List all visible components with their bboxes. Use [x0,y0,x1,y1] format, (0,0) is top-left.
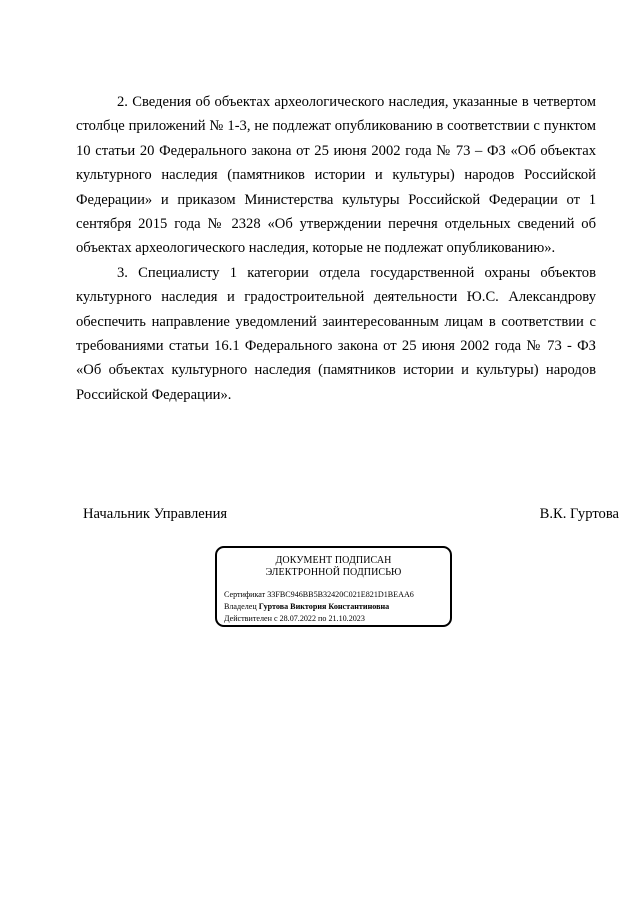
valid-from-label: с [273,614,278,623]
valid-to-date: 21.10.2023 [328,614,365,623]
stamp-title-line-2: ЭЛЕКТРОННОЙ ПОДПИСЬЮ [265,567,402,578]
paragraph-3: 3. Специалисту 1 категории отдела государственной охраны объектов культурного наследия и градостроительной деятельности Ю.С. Александрову обеспечить направление уведомлений заинтересованным лицам в соответствии с требованиями статьи 16.1 Федерального закона от 25 июня 2002 года № 73 - ФЗ «Об объектах культурного наследия (памятников истории и культуры) народов Российской Федерации». [76,264,596,403]
certificate-value: 33FBC946BB5B32420C021E821D1BEAA6 [267,590,414,599]
owner-value: Гуртова Виктория Константиновна [258,602,390,611]
stamp-title-line-1: ДОКУМЕНТ ПОДПИСАН [275,555,392,566]
signer-name: В.К. Гуртова [539,506,619,522]
valid-to-label: по [318,614,327,623]
stamp-validity-line [224,614,365,624]
signer-position: Начальник Управления [83,506,228,522]
document-body [76,90,596,407]
stamp-title [217,555,450,579]
electronic-signature-stamp [215,546,452,627]
paragraph-2: 2. Сведения об объектах археологического наследия, указанные в четвертом столбце приложений № 1-3, не подлежат опубликованию в соответствии с пунктом 10 статьи 20 Федерального закона от 25 июня 2002 года № 73 – ФЗ «Об объектах культурного наследия (памятников истории и культуры) народов Российской Федерации» и приказом Министерства культуры Российской Федерации от 1 сентября 2015 года № 2328 «Об утверждении перечня отдельных сведений об объектах археологического наследия, которые не подлежат опубликованию». [76,94,596,257]
stamp-owner-line [224,602,389,612]
valid-from-date: 28.07.2022 [279,614,316,623]
certificate-label: Сертификат [224,590,266,599]
valid-label: Действителен [224,614,272,623]
stamp-certificate-line [224,590,414,600]
owner-label: Владелец [224,602,257,611]
